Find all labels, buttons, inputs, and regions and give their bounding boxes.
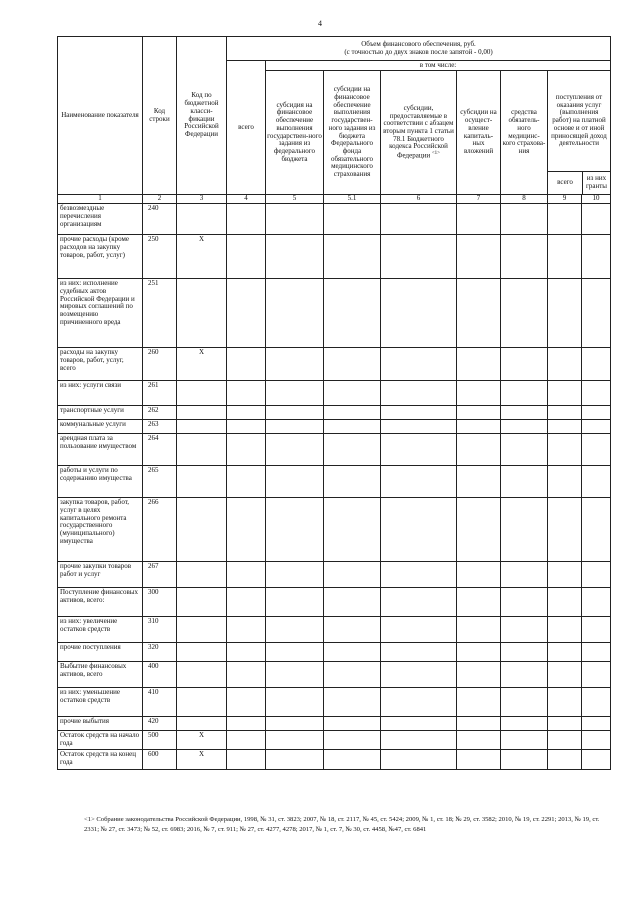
table-row	[58, 498, 611, 562]
table-row	[58, 643, 611, 662]
amount-cell	[227, 588, 266, 617]
header-subsidy-oms: субсидии на финансовое обеспечение выполнения государствен-ного задания из бюджета Федерального фонда обязательного медицинского страхования	[324, 71, 381, 195]
row-code: 260	[143, 348, 177, 381]
amount-cell	[457, 420, 501, 434]
row-classification	[177, 420, 227, 434]
row-classification	[177, 688, 227, 717]
amount-cell	[324, 381, 381, 406]
amount-cell	[548, 588, 582, 617]
amount-cell	[266, 617, 324, 643]
amount-cell	[227, 406, 266, 420]
amount-cell	[457, 562, 501, 588]
header-income-total: всего	[548, 172, 583, 194]
row-classification	[177, 717, 227, 731]
income-label: поступления от оказания услуг (выполнения работ) на платной основе и от иной приносящей доход деятельности	[551, 93, 607, 148]
amount-cell	[457, 731, 501, 750]
amount-cell	[227, 617, 266, 643]
amount-cell	[548, 420, 582, 434]
amount-cell	[381, 434, 457, 466]
amount-cell	[582, 406, 611, 420]
amount-cell	[457, 381, 501, 406]
amount-cell	[501, 588, 548, 617]
column-number: 2	[143, 195, 177, 204]
amount-cell	[548, 617, 582, 643]
amount-cell	[501, 466, 548, 498]
row-classification	[177, 643, 227, 662]
column-number: 9	[548, 195, 582, 204]
table-body	[58, 204, 611, 770]
row-name: работы и услуги по содержанию имущества	[58, 466, 143, 498]
amount-cell	[324, 279, 381, 348]
amount-cell	[548, 406, 582, 420]
row-code: 267	[143, 562, 177, 588]
amount-cell	[457, 588, 501, 617]
row-name: транспортные услуги	[58, 406, 143, 420]
amount-cell	[266, 750, 324, 770]
amount-cell	[324, 588, 381, 617]
row-name: безвозмездные перечисления организациям	[58, 204, 143, 235]
row-code: 300	[143, 588, 177, 617]
amount-cell	[548, 466, 582, 498]
column-number: 3	[177, 195, 227, 204]
row-code: 410	[143, 688, 177, 717]
amount-cell	[501, 235, 548, 279]
amount-cell	[266, 562, 324, 588]
table-row	[58, 588, 611, 617]
row-name: Выбытие финансовых активов, всего	[58, 662, 143, 688]
amount-cell	[266, 717, 324, 731]
amount-cell	[501, 204, 548, 235]
amount-cell	[457, 466, 501, 498]
amount-cell	[582, 381, 611, 406]
amount-cell	[582, 562, 611, 588]
amount-cell	[381, 688, 457, 717]
amount-cell	[324, 420, 381, 434]
amount-cell	[381, 588, 457, 617]
amount-cell	[457, 717, 501, 731]
amount-cell	[548, 662, 582, 688]
row-code: 263	[143, 420, 177, 434]
table-row	[58, 617, 611, 643]
amount-cell	[227, 662, 266, 688]
row-code: 420	[143, 717, 177, 731]
amount-cell	[381, 235, 457, 279]
footnote: <1> Собрание законодательства Российской Федерации, 1998, № 31, ст. 3823; 2007, № 18, ст. 2117, № 45, ст. 5424; 2009, № 1, ст. 18; № 29, ст. 3582; 2010, № 19, ст. 2291; 2013, № 19, ст. 2331; № 27, ст. 3473; № 52, ст. 6983; 2016, № 7, ст. 911; № 27, ст. 4277, 4278; 2017, № 1, ст. 7, № 30, ст. 4458, №47, ст. 6841	[84, 816, 600, 834]
amount-cell	[501, 381, 548, 406]
row-name: Поступление финансовых активов, всего:	[58, 588, 143, 617]
amount-cell	[266, 588, 324, 617]
amount-cell	[227, 643, 266, 662]
table-row	[58, 406, 611, 420]
amount-cell	[227, 750, 266, 770]
amount-cell	[324, 643, 381, 662]
table-row	[58, 466, 611, 498]
amount-cell	[266, 643, 324, 662]
column-number: 10	[582, 195, 611, 204]
amount-cell	[582, 466, 611, 498]
row-code: 240	[143, 204, 177, 235]
row-code: 261	[143, 381, 177, 406]
row-code: 250	[143, 235, 177, 279]
row-classification: X	[177, 235, 227, 279]
table-row	[58, 750, 611, 770]
row-name: расходы на закупку товаров, работ, услуг, всего	[58, 348, 143, 381]
volume-subtitle: (с точностью до двух знаков после запятой - 0,00)	[344, 47, 493, 56]
amount-cell	[227, 717, 266, 731]
row-code: 400	[143, 662, 177, 688]
header-subsidy-78	[381, 71, 457, 195]
row-code: 600	[143, 750, 177, 770]
row-code: 265	[143, 466, 177, 498]
amount-cell	[457, 235, 501, 279]
amount-cell	[501, 662, 548, 688]
amount-cell	[227, 731, 266, 750]
amount-cell	[324, 466, 381, 498]
header-volume	[227, 37, 611, 61]
amount-cell	[501, 420, 548, 434]
row-classification	[177, 204, 227, 235]
amount-cell	[548, 731, 582, 750]
amount-cell	[582, 434, 611, 466]
amount-cell	[324, 617, 381, 643]
table-row	[58, 562, 611, 588]
amount-cell	[501, 406, 548, 420]
amount-cell	[381, 643, 457, 662]
amount-cell	[324, 688, 381, 717]
amount-cell	[324, 406, 381, 420]
amount-cell	[227, 466, 266, 498]
column-number: 6	[381, 195, 457, 204]
row-code: 266	[143, 498, 177, 562]
amount-cell	[266, 434, 324, 466]
amount-cell	[324, 562, 381, 588]
row-classification	[177, 498, 227, 562]
amount-cell	[266, 466, 324, 498]
row-classification	[177, 466, 227, 498]
amount-cell	[227, 688, 266, 717]
table-row	[58, 688, 611, 717]
header-income-grants: из них гранты	[586, 174, 608, 190]
amount-cell	[266, 406, 324, 420]
amount-cell	[548, 279, 582, 348]
amount-cell	[548, 562, 582, 588]
amount-cell	[582, 498, 611, 562]
row-classification	[177, 562, 227, 588]
amount-cell	[548, 750, 582, 770]
amount-cell	[582, 348, 611, 381]
amount-cell	[227, 348, 266, 381]
amount-cell	[324, 717, 381, 731]
amount-cell	[548, 235, 582, 279]
amount-cell	[381, 717, 457, 731]
amount-cell	[582, 204, 611, 235]
row-code: 251	[143, 279, 177, 348]
table-row	[58, 235, 611, 279]
row-code: 320	[143, 643, 177, 662]
amount-cell	[457, 688, 501, 717]
amount-cell	[381, 348, 457, 381]
amount-cell	[324, 731, 381, 750]
table-row	[58, 279, 611, 348]
amount-cell	[227, 434, 266, 466]
column-number: 5.1	[324, 195, 381, 204]
amount-cell	[227, 498, 266, 562]
amount-cell	[266, 279, 324, 348]
amount-cell	[501, 348, 548, 381]
row-classification	[177, 662, 227, 688]
row-name: из них: услуги связи	[58, 381, 143, 406]
row-classification	[177, 406, 227, 420]
row-classification	[177, 381, 227, 406]
amount-cell	[582, 688, 611, 717]
volume-title: Объем финансового обеспечения, руб.	[361, 39, 476, 48]
amount-cell	[381, 750, 457, 770]
row-name: прочие расходы (кроме расходов на закупку товаров, работ, услуг)	[58, 235, 143, 279]
amount-cell	[582, 731, 611, 750]
amount-cell	[324, 235, 381, 279]
row-code: 262	[143, 406, 177, 420]
column-number: 7	[457, 195, 501, 204]
table-row	[58, 348, 611, 381]
row-classification	[177, 588, 227, 617]
row-code: 500	[143, 731, 177, 750]
amount-cell	[582, 235, 611, 279]
amount-cell	[227, 279, 266, 348]
row-name: из них: уменьшение остатков средств	[58, 688, 143, 717]
amount-cell	[324, 434, 381, 466]
amount-cell	[266, 235, 324, 279]
amount-cell	[266, 498, 324, 562]
amount-cell	[501, 498, 548, 562]
amount-cell	[548, 381, 582, 406]
amount-cell	[381, 662, 457, 688]
amount-cell	[381, 562, 457, 588]
row-name: прочие выбытия	[58, 717, 143, 731]
amount-cell	[324, 498, 381, 562]
amount-cell	[266, 662, 324, 688]
header-subsidy-capital: субсидии на осущест-вление капиталь-ных вложений	[457, 71, 501, 195]
column-number: 1	[58, 195, 143, 204]
amount-cell	[227, 235, 266, 279]
amount-cell	[582, 588, 611, 617]
amount-cell	[457, 348, 501, 381]
header-total: всего	[227, 61, 266, 195]
amount-cell	[457, 406, 501, 420]
amount-cell	[266, 348, 324, 381]
amount-cell	[266, 381, 324, 406]
amount-cell	[457, 498, 501, 562]
amount-cell	[381, 381, 457, 406]
footnote-ref: <1>	[431, 151, 440, 157]
amount-cell	[266, 204, 324, 235]
row-name: прочие закупки товаров работ и услуг	[58, 562, 143, 588]
amount-cell	[582, 750, 611, 770]
table-row	[58, 381, 611, 406]
amount-cell	[582, 662, 611, 688]
page-number: 4	[318, 19, 322, 28]
amount-cell	[548, 348, 582, 381]
amount-cell	[266, 420, 324, 434]
header-code: Код строки	[143, 37, 177, 195]
column-number: 4	[227, 195, 266, 204]
amount-cell	[457, 643, 501, 662]
amount-cell	[501, 731, 548, 750]
row-classification: X	[177, 750, 227, 770]
amount-cell	[381, 731, 457, 750]
row-name: из них: увеличение остатков средств	[58, 617, 143, 643]
amount-cell	[548, 434, 582, 466]
amount-cell	[501, 688, 548, 717]
amount-cell	[501, 562, 548, 588]
table-row	[58, 662, 611, 688]
amount-cell	[266, 688, 324, 717]
header-name: Наименование показателя	[58, 37, 143, 195]
amount-cell	[501, 643, 548, 662]
amount-cell	[381, 617, 457, 643]
amount-cell	[381, 498, 457, 562]
row-code: 310	[143, 617, 177, 643]
amount-cell	[457, 750, 501, 770]
amount-cell	[501, 750, 548, 770]
amount-cell	[457, 617, 501, 643]
row-code: 264	[143, 434, 177, 466]
subsidy-78-text: субсидии, предоставляемые в соответствии с абзацем вторым пункта 1 статьи 78.1 Бюджетного кодекса Российской Федерации	[383, 103, 454, 160]
column-numbers-row	[58, 195, 611, 204]
amount-cell	[548, 688, 582, 717]
column-number: 5	[266, 195, 324, 204]
amount-cell	[227, 204, 266, 235]
header-income	[548, 71, 611, 195]
row-name: Остаток средств на начало года	[58, 731, 143, 750]
amount-cell	[501, 617, 548, 643]
financial-support-table	[57, 36, 611, 770]
table-row	[58, 420, 611, 434]
amount-cell	[548, 717, 582, 731]
amount-cell	[548, 643, 582, 662]
table-row	[58, 717, 611, 731]
row-classification	[177, 279, 227, 348]
amount-cell	[582, 420, 611, 434]
amount-cell	[381, 420, 457, 434]
amount-cell	[457, 662, 501, 688]
amount-cell	[381, 204, 457, 235]
row-classification: X	[177, 348, 227, 381]
amount-cell	[381, 466, 457, 498]
row-classification	[177, 434, 227, 466]
row-name: коммунальные услуги	[58, 420, 143, 434]
table-row	[58, 731, 611, 750]
header-including: в том числе:	[266, 61, 611, 71]
amount-cell	[324, 348, 381, 381]
amount-cell	[582, 717, 611, 731]
amount-cell	[582, 643, 611, 662]
amount-cell	[582, 617, 611, 643]
header-oms-funds: средства обязатель-ного медицинс-кого страхова-ния	[501, 71, 548, 195]
amount-cell	[324, 662, 381, 688]
amount-cell	[227, 562, 266, 588]
row-name: закупка товаров, работ, услуг в целях капитального ремонта государственного (муниципального) имущества	[58, 498, 143, 562]
amount-cell	[227, 420, 266, 434]
amount-cell	[548, 498, 582, 562]
amount-cell	[457, 204, 501, 235]
header-classification: Код по бюджетной класси-фикации Российской Федерации	[177, 37, 227, 195]
amount-cell	[381, 406, 457, 420]
row-name: Остаток средств на конец года	[58, 750, 143, 770]
amount-cell	[501, 279, 548, 348]
table-row	[58, 434, 611, 466]
amount-cell	[548, 204, 582, 235]
amount-cell	[501, 717, 548, 731]
amount-cell	[582, 279, 611, 348]
amount-cell	[324, 750, 381, 770]
row-name: арендная плата за пользование имуществом	[58, 434, 143, 466]
amount-cell	[266, 731, 324, 750]
row-name: из них: исполнение судебных актов Российской Федерации и мировых соглашений по возмещению причиненного вреда	[58, 279, 143, 348]
amount-cell	[457, 434, 501, 466]
amount-cell	[501, 434, 548, 466]
row-classification: X	[177, 731, 227, 750]
header-subsidy-task: субсидия на финансовое обеспечение выполнения государствен-ного задания из федерального бюджета	[266, 71, 324, 195]
column-number: 8	[501, 195, 548, 204]
amount-cell	[381, 279, 457, 348]
amount-cell	[457, 279, 501, 348]
row-name: прочие поступления	[58, 643, 143, 662]
table-row	[58, 204, 611, 235]
amount-cell	[324, 204, 381, 235]
row-classification	[177, 617, 227, 643]
amount-cell	[227, 381, 266, 406]
